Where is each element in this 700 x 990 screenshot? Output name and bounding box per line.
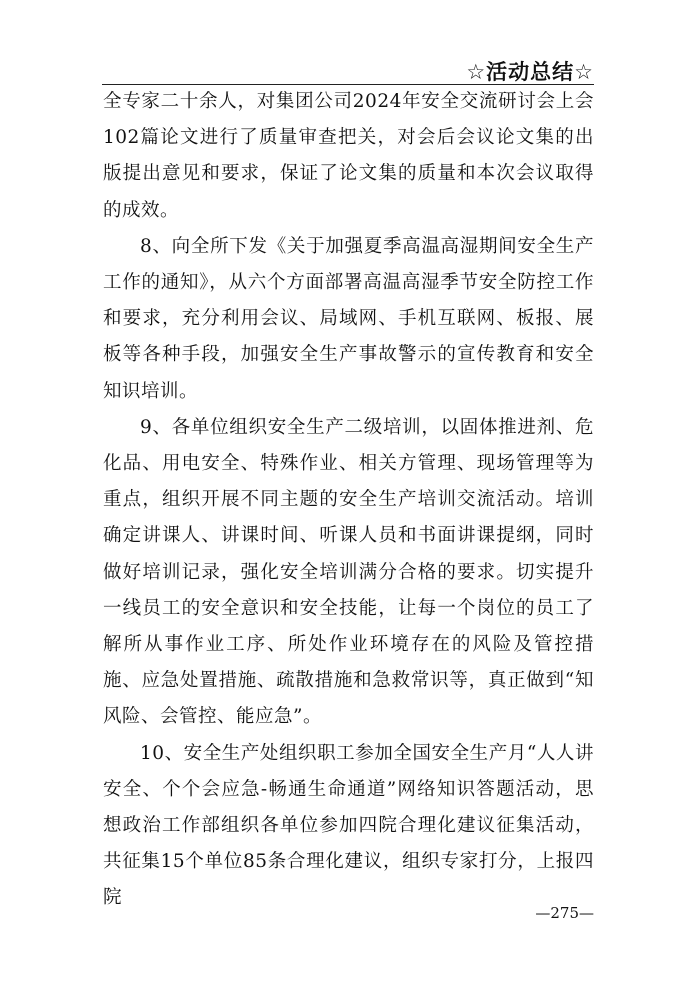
document-body (103, 84, 594, 917)
page-number: —275— (535, 904, 594, 922)
paragraph-item-9: 9、各单位组织安全生产二级培训，以固体推进剂、危化品、用电安全、特殊作业、相关方管理、现场管理等为重点，组织开展不同主题的安全生产培训交流活动。培训确定讲课人、讲课时间、听课人员和书面讲课提纲，同时做好培训记录，强化安全培训满分合格的要求。切实提升一线员工的安全意识和安全技能，让每一个岗位的员工了解所从事作业工序、所处作业环境存在的风险及管控措施、应急处置措施、疏散措施和急救常识等，真正做到“知风险、会管控、能应急”。 (103, 416, 594, 728)
paragraph-item-8: 8、向全所下发《关于加强夏季高温高湿期间安全生产工作的通知》，从六个方面部署高温高湿季节安全防控工作和要求，充分利用会议、局域网、手机互联网、板报、展板等各种手段，加强安全生产事故警示的宣传教育和安全知识培训。 (103, 235, 594, 402)
header-title: ☆活动总结☆ (466, 60, 594, 84)
paragraph-item-10: 10、安全生产处组织职工参加全国安全生产月“人人讲安全、个个会应急-畅通生命通道”网络知识答题活动，思想政治工作部组织各单位参加四院合理化建议征集活动，共征集15个单位85条合理化建议，组织专家打分，上报四院 (103, 742, 594, 909)
paragraph-continued: 全专家二十余人，对集团公司2024年安全交流研讨会上会102篇论文进行了质量审查把关，对会后会议论文集的出版提出意见和要求，保证了论文集的质量和本次会议取得的成效。 (103, 91, 594, 221)
